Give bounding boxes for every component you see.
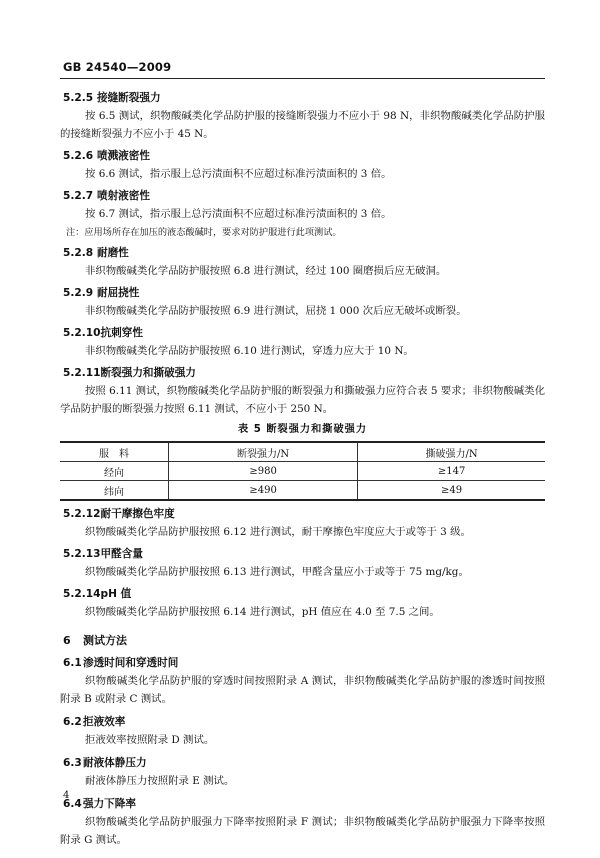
section-number: 5.2.5	[63, 92, 94, 104]
paragraph: 非织物酸碱类化学品防护服按照 6.10 进行测试，穿透力应大于 10 N。	[85, 345, 414, 357]
section-number: 5.2.11	[63, 367, 101, 379]
table-cell: ≥49	[358, 481, 545, 501]
table-row	[60, 462, 545, 481]
table-cell: ≥980	[169, 462, 358, 481]
table-header-cell: 撕破强力/N	[358, 442, 545, 462]
header-rule	[60, 78, 545, 79]
paragraph: 耐液体静压力按照附录 E 测试。	[85, 775, 235, 787]
section-heading	[63, 796, 545, 812]
section-title: 断裂强力和撕破强力	[100, 367, 196, 379]
section-heading	[63, 586, 545, 602]
section-heading	[63, 245, 545, 261]
paragraph: 按 6.6 测试，指示服上总污渍面积不应超过标准污渍面积的 3 倍。	[85, 168, 392, 180]
section-title: pH 值	[100, 588, 132, 600]
paragraph: 非织物酸碱类化学品防护服按照 6.8 进行测试，经过 100 圈磨损后应无破洞。	[85, 265, 447, 277]
section-title: 喷溅液密性	[97, 150, 150, 162]
table-cell: 纬向	[60, 481, 169, 501]
section-number: 6.4	[63, 798, 82, 810]
section-title: 耐屈挠性	[97, 287, 140, 299]
section-title: 耐干摩擦色牢度	[100, 508, 175, 520]
section-heading	[63, 506, 545, 522]
paragraph: 织物酸碱类化学品防护服强力下降率按照附录 F 测试；非织物酸碱类化学品防护服强力下降率按照附录 G 测试。	[60, 816, 545, 846]
table-row	[60, 481, 545, 501]
section-heading	[63, 365, 545, 381]
section-number: 5.2.6	[63, 150, 94, 162]
note: 注：应用场所存在加压的液态酸碱时，要求对防护服进行此项测试。	[66, 227, 342, 238]
section-number: 6.1	[63, 657, 82, 669]
section-number: 5.2.8	[63, 247, 94, 259]
section-heading	[63, 90, 545, 106]
section-title: 强力下降率	[83, 798, 136, 810]
section-title: 抗刺穿性	[100, 327, 143, 339]
section-title: 耐磨性	[97, 247, 129, 259]
section-number: 5.2.9	[63, 287, 94, 299]
section-title: 接缝断裂强力	[97, 92, 161, 104]
table-header-row	[60, 442, 545, 462]
table-cell: ≥490	[169, 481, 358, 501]
paragraph: 织物酸碱类化学品防护服按照 6.14 进行测试，pH 值应在 4.0 至 7.5 之间。	[85, 606, 440, 618]
standard-code: GB 24540—2009	[63, 60, 172, 74]
table-header-cell: 服 料	[60, 442, 169, 462]
paragraph: 织物酸碱类化学品防护服按照 6.13 进行测试，甲醛含量应小于或等于 75 mg/kg。	[85, 566, 469, 578]
table-caption: 表 5 断裂强力和撕破强力	[237, 424, 368, 435]
chapter-number: 6	[63, 634, 71, 647]
page-number: 4	[63, 790, 70, 801]
section-heading	[63, 714, 545, 730]
section-title: 拒液效率	[83, 716, 126, 728]
section-number: 6.3	[63, 757, 82, 769]
paragraph: 按照 6.11 测试，织物酸碱类化学品防护服的断裂强力和撕破强力应符合表 5 要求；非织物酸碱类化学品防护服的断裂强力按照 6.11 测试，不应小于 250 N。	[60, 385, 545, 415]
section-heading	[63, 188, 545, 204]
page-content	[60, 85, 545, 849]
section-number: 5.2.14	[63, 588, 101, 600]
paragraph: 拒液效率按照附录 D 测试。	[85, 734, 215, 746]
section-number: 5.2.7	[63, 190, 94, 202]
paragraph: 非织物酸碱类化学品防护服按照 6.9 进行测试，屈挠 1 000 次后应无破坏或断裂。	[85, 305, 467, 317]
table-header-cell: 断裂强力/N	[169, 442, 358, 462]
chapter-title: 测试方法	[83, 634, 127, 647]
section-title: 甲醛含量	[100, 548, 143, 560]
section-heading	[63, 755, 545, 771]
section-heading	[63, 285, 545, 301]
section-heading	[63, 148, 545, 164]
section-heading	[63, 325, 545, 341]
section-title: 渗透时间和穿透时间	[83, 657, 179, 669]
section-title: 耐液体静压力	[83, 757, 147, 769]
section-heading	[63, 546, 545, 562]
paragraph: 按 6.7 测试，指示服上总污渍面积不应超过标准污渍面积的 3 倍。	[85, 208, 392, 220]
section-number: 5.2.12	[63, 508, 101, 520]
section-title: 喷射液密性	[97, 190, 150, 202]
table-5	[60, 441, 545, 501]
section-number: 6.2	[63, 716, 82, 728]
table-cell: ≥147	[358, 462, 545, 481]
paragraph: 按 6.5 测试，织物酸碱类化学品防护服的接缝断裂强力不应小于 98 N，非织物酸碱类化学品防护服的接缝断裂强力不应小于 45 N。	[60, 110, 545, 140]
paragraph: 织物酸碱类化学品防护服的穿透时间按照附录 A 测试，非织物酸碱类化学品防护服的渗透时间按照附录 B 或附录 C 测试。	[60, 675, 545, 705]
table-cell: 经向	[60, 462, 169, 481]
section-number: 5.2.13	[63, 548, 101, 560]
paragraph: 织物酸碱类化学品防护服按照 6.12 进行测试，耐干摩擦色牢度应大于或等于 3 级。	[85, 526, 471, 538]
section-number: 5.2.10	[63, 327, 101, 339]
chapter-heading	[63, 633, 545, 649]
section-heading	[63, 655, 545, 671]
